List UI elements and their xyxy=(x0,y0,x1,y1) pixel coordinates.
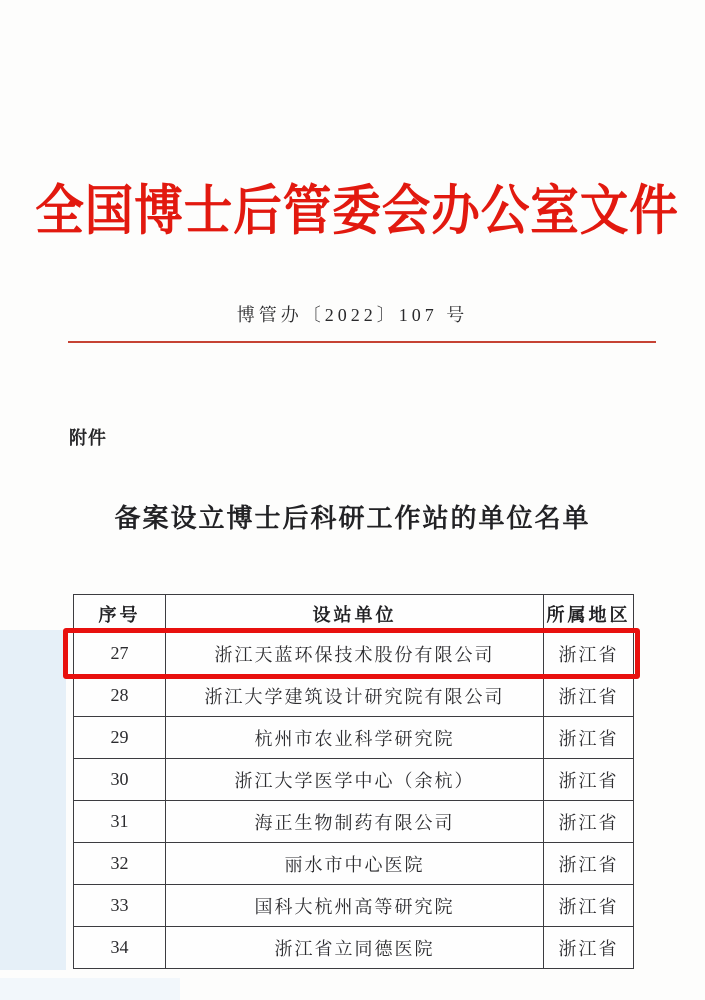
cell-unit-name: 浙江天蓝环保技术股份有限公司 xyxy=(166,633,544,675)
header-unit-name: 设站单位 xyxy=(166,595,544,633)
document-number: 博管办〔2022〕107 号 xyxy=(236,305,469,325)
table-row xyxy=(74,843,634,885)
table-row xyxy=(74,885,634,927)
attachment-label: 附件 xyxy=(69,428,107,448)
cell-region: 浙江省 xyxy=(544,633,634,675)
cell-region: 浙江省 xyxy=(544,801,634,843)
document-title: 全国博士后管委会办公室文件 xyxy=(35,181,679,241)
cell-serial-number: 32 xyxy=(74,843,166,885)
units-table xyxy=(73,594,634,969)
table-header-row xyxy=(74,595,634,633)
cell-serial-number: 27 xyxy=(74,633,166,675)
cell-region: 浙江省 xyxy=(544,675,634,717)
cell-region: 浙江省 xyxy=(544,843,634,885)
cell-serial-number: 30 xyxy=(74,759,166,801)
cell-unit-name: 国科大杭州高等研究院 xyxy=(166,885,544,927)
cell-serial-number: 28 xyxy=(74,675,166,717)
cell-serial-number: 33 xyxy=(74,885,166,927)
header-region: 所属地区 xyxy=(544,595,634,633)
cell-region: 浙江省 xyxy=(544,759,634,801)
table-row xyxy=(74,717,634,759)
cell-unit-name: 杭州市农业科学研究院 xyxy=(166,717,544,759)
table-row xyxy=(74,927,634,969)
table-title: 备案设立博士后科研工作站的单位名单 xyxy=(114,504,591,533)
scan-tint-band xyxy=(0,630,66,970)
table-row xyxy=(74,633,634,675)
cell-unit-name: 浙江大学建筑设计研究院有限公司 xyxy=(166,675,544,717)
cell-unit-name: 浙江省立同德医院 xyxy=(166,927,544,969)
cell-region: 浙江省 xyxy=(544,927,634,969)
red-divider-rule xyxy=(68,341,656,343)
cell-unit-name: 丽水市中心医院 xyxy=(166,843,544,885)
cell-serial-number: 34 xyxy=(74,927,166,969)
cell-region: 浙江省 xyxy=(544,717,634,759)
table-row xyxy=(74,759,634,801)
cell-unit-name: 海正生物制药有限公司 xyxy=(166,801,544,843)
scan-tint-band-bottom xyxy=(0,978,180,1000)
table-row xyxy=(74,801,634,843)
cell-region: 浙江省 xyxy=(544,885,634,927)
header-serial-number: 序号 xyxy=(74,595,166,633)
cell-unit-name: 浙江大学医学中心（余杭） xyxy=(166,759,544,801)
table-row xyxy=(74,675,634,717)
cell-serial-number: 31 xyxy=(74,801,166,843)
cell-serial-number: 29 xyxy=(74,717,166,759)
